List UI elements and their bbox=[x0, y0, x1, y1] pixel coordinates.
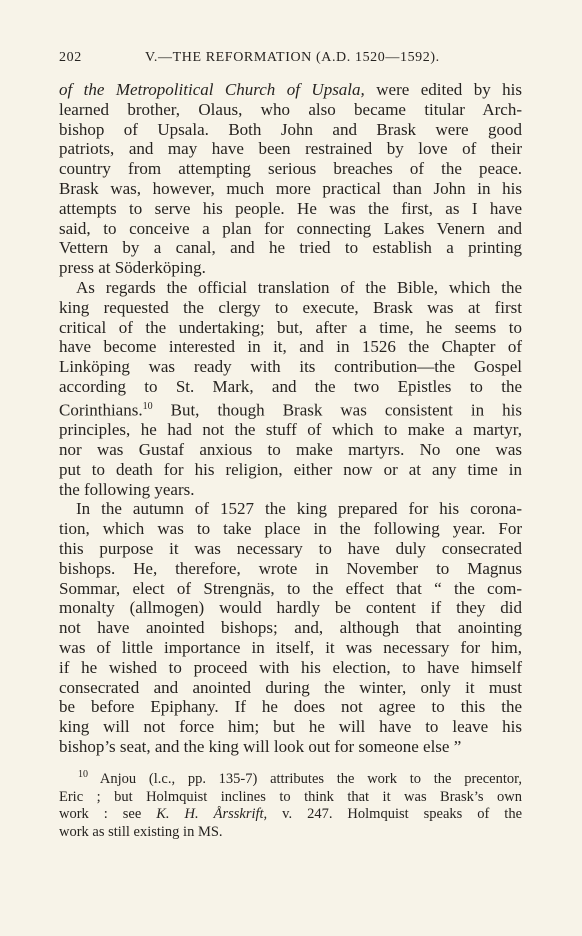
body-line: attempts to serve his people. He was the first, as I have bbox=[59, 198, 522, 218]
footnote-line: work : see K. H. Årsskrift, v. 247. Holmquist speaks of the bbox=[59, 806, 523, 823]
body-line: consecrated and anointed during the winter, only it must bbox=[59, 677, 522, 697]
body-line: not have anointed bishops; and, although that anointing bbox=[59, 618, 522, 638]
body-line: Linköping was ready with its contribution—the Gospel bbox=[59, 357, 522, 377]
body-line: this purpose it was necessary to have duly consecrated bbox=[59, 538, 522, 558]
main-text bbox=[59, 80, 522, 757]
body-line: put to death for his religion, either now or at any time in bbox=[59, 459, 522, 479]
body-line: country from attempting serious breaches of the peace. bbox=[59, 159, 522, 179]
body-line: In the autumn of 1527 the king prepared for his corona- bbox=[76, 499, 522, 519]
running-title: V.—THE REFORMATION (A.D. 1520—1592). bbox=[145, 50, 440, 65]
body-line: monalty (allmogen) would hardly be content if they did bbox=[59, 598, 522, 618]
body-line: principles, he had not the stuff of which to make a martyr, bbox=[59, 420, 522, 440]
body-line: patriots, and may have been restrained by love of their bbox=[59, 139, 522, 159]
body-line: Brask was, however, much more practical than John in his bbox=[59, 178, 522, 198]
body-line: king will not force him; but he will have to leave his bbox=[59, 717, 522, 737]
body-line: Sommar, elect of Strengnäs, to the effect that “ the com- bbox=[59, 578, 522, 598]
body-line: be before Epiphany. If he does not agree to this the bbox=[59, 697, 522, 717]
page-number: 202 bbox=[59, 50, 82, 65]
body-line: As regards the official translation of the Bible, which the bbox=[76, 277, 522, 297]
body-line: king requested the clergy to execute, Brask was at first bbox=[59, 297, 522, 317]
body-line: press at Söderköping. bbox=[59, 258, 206, 278]
body-line: critical of the undertaking; but, after a time, he seems to bbox=[59, 317, 522, 337]
body-line: bishops. He, therefore, wrote in November to Magnus bbox=[59, 558, 522, 578]
footnotes bbox=[59, 766, 522, 842]
body-line: nor was Gustaf anxious to make martyrs. No one was bbox=[59, 440, 522, 459]
footnote-line: Eric ; but Holmquist inclines to think that it was Brask’s own bbox=[59, 788, 522, 805]
body-line: Corinthians.$^{10}$ But, though Brask was consistent in his bbox=[59, 400, 522, 420]
body-line: the following years. bbox=[59, 479, 195, 499]
body-line: was of little importance in itself, it was necessary for him, bbox=[59, 637, 522, 657]
body-line: bishop’s seat, and the king will look out for someone else ” bbox=[59, 736, 462, 756]
body-line: Vettern by a canal, and he tried to establish a printing bbox=[59, 238, 522, 258]
body-line: bishop of Upsala. Both John and Brask were good bbox=[59, 119, 522, 139]
running-head bbox=[59, 50, 522, 72]
body-line: said, to conceive a plan for connecting Lakes Venern and bbox=[59, 218, 522, 238]
footnote-line: $^{10}$ Anjou (l.c., pp. 135-7) attributes the work to the precentor, bbox=[78, 769, 522, 787]
body-line: learned brother, Olaus, who also became titular Arch- bbox=[59, 99, 522, 119]
body-line: tion, which was to take place in the following year. For bbox=[59, 519, 522, 539]
body-line: if he wished to proceed with his election, to have himself bbox=[59, 657, 522, 677]
body-line: have become interested in it, and in 1526 the Chapter of bbox=[59, 337, 522, 357]
footnote-line: work as still existing in MS. bbox=[59, 824, 223, 841]
body-line: of the Metropolitical Church of Upsala, were edited by his bbox=[59, 80, 523, 99]
body-line: according to St. Mark, and the two Epistles to the bbox=[59, 376, 522, 396]
